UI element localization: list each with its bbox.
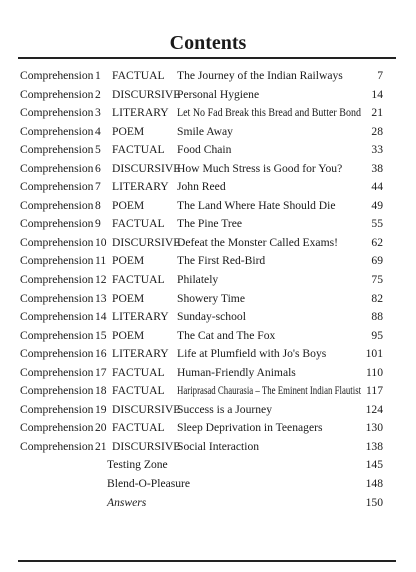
entry-page: 138 bbox=[365, 439, 383, 453]
toc-row bbox=[0, 86, 416, 105]
entry-label: Comprehension bbox=[20, 106, 94, 120]
entry-type: POEM bbox=[112, 328, 145, 342]
entry-title: Sunday-school bbox=[177, 310, 246, 324]
entry-label: Comprehension bbox=[20, 235, 94, 249]
toc-row bbox=[0, 67, 416, 86]
entry-number: 19 bbox=[95, 402, 107, 416]
entry-title: The Cat and The Fox bbox=[177, 328, 276, 342]
entry-page: 95 bbox=[371, 328, 383, 342]
entry-title: Life at Plumfield with Jo's Boys bbox=[177, 347, 327, 361]
entry-page: 117 bbox=[366, 384, 383, 398]
entry-title: The Journey of the Indian Railways bbox=[177, 69, 343, 82]
entry-label: Comprehension bbox=[20, 87, 94, 101]
entry-number: 1 bbox=[95, 69, 101, 82]
extra-title: Answers bbox=[107, 495, 147, 509]
toc-row bbox=[0, 382, 416, 401]
entry-type: LITERARY bbox=[112, 106, 169, 120]
entry-title: Hariprasad Chaurasia – The Eminent Indian Flautist bbox=[177, 384, 362, 398]
extra-title: Blend-O-Pleasure bbox=[107, 477, 191, 491]
entry-page: 101 bbox=[365, 347, 383, 361]
entry-type: FACTUAL bbox=[112, 143, 165, 157]
entry-number: 11 bbox=[95, 254, 107, 268]
entry-page: 82 bbox=[371, 291, 383, 305]
extra-title: Testing Zone bbox=[107, 458, 168, 472]
entry-label: Comprehension bbox=[20, 365, 94, 379]
entry-title: How Much Stress is Good for You? bbox=[177, 161, 343, 175]
toc-row bbox=[0, 215, 416, 234]
entry-number: 3 bbox=[95, 106, 101, 120]
title-rule bbox=[18, 57, 396, 59]
entry-number: 16 bbox=[95, 347, 107, 361]
toc-row bbox=[0, 197, 416, 216]
entry-title: Let No Fad Break this Bread and Butter Bond bbox=[177, 106, 361, 120]
entry-page: 62 bbox=[371, 235, 383, 249]
toc-row bbox=[0, 419, 416, 438]
entry-page: 124 bbox=[365, 402, 383, 416]
entry-label: Comprehension bbox=[20, 328, 94, 342]
entry-type: POEM bbox=[112, 254, 145, 268]
toc-row bbox=[0, 178, 416, 197]
entry-type: FACTUAL bbox=[112, 421, 165, 435]
entry-title: Food Chain bbox=[177, 143, 232, 157]
entry-type: LITERARY bbox=[112, 180, 169, 194]
toc-row bbox=[0, 234, 416, 253]
contents-list bbox=[0, 67, 416, 512]
entry-page: 21 bbox=[371, 106, 383, 120]
entry-page: 110 bbox=[366, 365, 383, 379]
toc-row bbox=[0, 345, 416, 364]
entry-number: 9 bbox=[95, 217, 101, 231]
entry-label: Comprehension bbox=[20, 310, 94, 324]
entry-type: POEM bbox=[112, 198, 145, 212]
toc-row bbox=[0, 308, 416, 327]
entry-title: The First Red-Bird bbox=[177, 254, 266, 268]
entry-type: LITERARY bbox=[112, 310, 169, 324]
entry-number: 14 bbox=[95, 310, 107, 324]
entry-number: 5 bbox=[95, 143, 101, 157]
entry-type: DISCURSIVE bbox=[112, 161, 181, 175]
toc-row bbox=[0, 327, 416, 346]
toc-row bbox=[0, 364, 416, 383]
entry-title: Personal Hygiene bbox=[177, 87, 260, 101]
entry-title: Sleep Deprivation in Teenagers bbox=[177, 421, 323, 435]
entry-page: 7 bbox=[377, 69, 383, 82]
entry-number: 12 bbox=[95, 273, 107, 287]
entry-label: Comprehension bbox=[20, 439, 94, 453]
entry-page: 55 bbox=[371, 217, 383, 231]
entry-page: 28 bbox=[371, 124, 383, 138]
entry-number: 2 bbox=[95, 87, 101, 101]
entry-title: Showery Time bbox=[177, 291, 245, 305]
entry-label: Comprehension bbox=[20, 291, 94, 305]
extra-page: 145 bbox=[365, 458, 383, 472]
toc-row bbox=[0, 252, 416, 271]
toc-row bbox=[0, 160, 416, 179]
entry-title: Smile Away bbox=[177, 124, 233, 138]
entry-number: 21 bbox=[95, 439, 107, 453]
entry-type: DISCURSIVE bbox=[112, 87, 181, 101]
entry-number: 4 bbox=[95, 124, 101, 138]
toc-row-extra bbox=[0, 475, 416, 494]
entry-type: DISCURSIVE bbox=[112, 402, 181, 416]
entry-label: Comprehension bbox=[20, 384, 94, 398]
extra-page: 150 bbox=[365, 495, 383, 509]
page-title: Contents bbox=[169, 32, 247, 54]
bottom-rule bbox=[18, 560, 396, 562]
entry-number: 15 bbox=[95, 328, 107, 342]
entry-label: Comprehension bbox=[20, 124, 94, 138]
entry-page: 49 bbox=[371, 198, 383, 212]
entry-type: FACTUAL bbox=[112, 273, 165, 287]
entry-type: DISCURSIVE bbox=[112, 235, 181, 249]
entry-title: Human-Friendly Animals bbox=[177, 365, 296, 379]
entry-number: 7 bbox=[95, 180, 101, 194]
entry-number: 20 bbox=[95, 421, 107, 435]
entry-label: Comprehension bbox=[20, 421, 94, 435]
entry-type: FACTUAL bbox=[112, 69, 165, 82]
toc-row-extra bbox=[0, 494, 416, 513]
entry-label: Comprehension bbox=[20, 217, 94, 231]
entry-page: 88 bbox=[371, 310, 383, 324]
entry-title: Social Interaction bbox=[177, 439, 260, 453]
toc-row bbox=[0, 141, 416, 160]
toc-row bbox=[0, 438, 416, 457]
entry-label: Comprehension bbox=[20, 143, 94, 157]
entry-label: Comprehension bbox=[20, 402, 94, 416]
entry-label: Comprehension bbox=[20, 198, 94, 212]
entry-number: 10 bbox=[95, 235, 107, 249]
entry-title: Philately bbox=[177, 273, 219, 287]
entry-number: 6 bbox=[95, 161, 101, 175]
extra-page: 148 bbox=[365, 477, 383, 491]
entry-label: Comprehension bbox=[20, 69, 94, 82]
toc-row-extra bbox=[0, 456, 416, 475]
entry-type: FACTUAL bbox=[112, 384, 165, 398]
toc-row bbox=[0, 104, 416, 123]
toc-row bbox=[0, 271, 416, 290]
entry-page: 130 bbox=[365, 421, 383, 435]
entry-type: LITERARY bbox=[112, 347, 169, 361]
entry-page: 69 bbox=[371, 254, 383, 268]
entry-label: Comprehension bbox=[20, 254, 94, 268]
entry-type: FACTUAL bbox=[112, 365, 165, 379]
entry-title: John Reed bbox=[177, 180, 226, 194]
entry-title: The Pine Tree bbox=[177, 217, 243, 231]
entry-number: 17 bbox=[95, 365, 107, 379]
entry-title: The Land Where Hate Should Die bbox=[177, 198, 336, 212]
entry-title: Defeat the Monster Called Exams! bbox=[177, 235, 338, 249]
entry-number: 18 bbox=[95, 384, 107, 398]
toc-row bbox=[0, 290, 416, 309]
entry-number: 8 bbox=[95, 198, 101, 212]
entry-page: 38 bbox=[371, 161, 383, 175]
entry-page: 75 bbox=[371, 273, 383, 287]
entry-title: Success is a Journey bbox=[177, 402, 272, 416]
entry-type: DISCURSIVE bbox=[112, 439, 181, 453]
entry-type: FACTUAL bbox=[112, 217, 165, 231]
entry-label: Comprehension bbox=[20, 180, 94, 194]
entry-label: Comprehension bbox=[20, 161, 94, 175]
entry-label: Comprehension bbox=[20, 273, 94, 287]
entry-type: POEM bbox=[112, 291, 145, 305]
entry-page: 33 bbox=[371, 143, 383, 157]
entry-page: 14 bbox=[371, 87, 383, 101]
entry-page: 44 bbox=[371, 180, 383, 194]
entry-number: 13 bbox=[95, 291, 107, 305]
toc-row bbox=[0, 401, 416, 420]
entry-type: POEM bbox=[112, 124, 145, 138]
entry-label: Comprehension bbox=[20, 347, 94, 361]
toc-row bbox=[0, 123, 416, 142]
